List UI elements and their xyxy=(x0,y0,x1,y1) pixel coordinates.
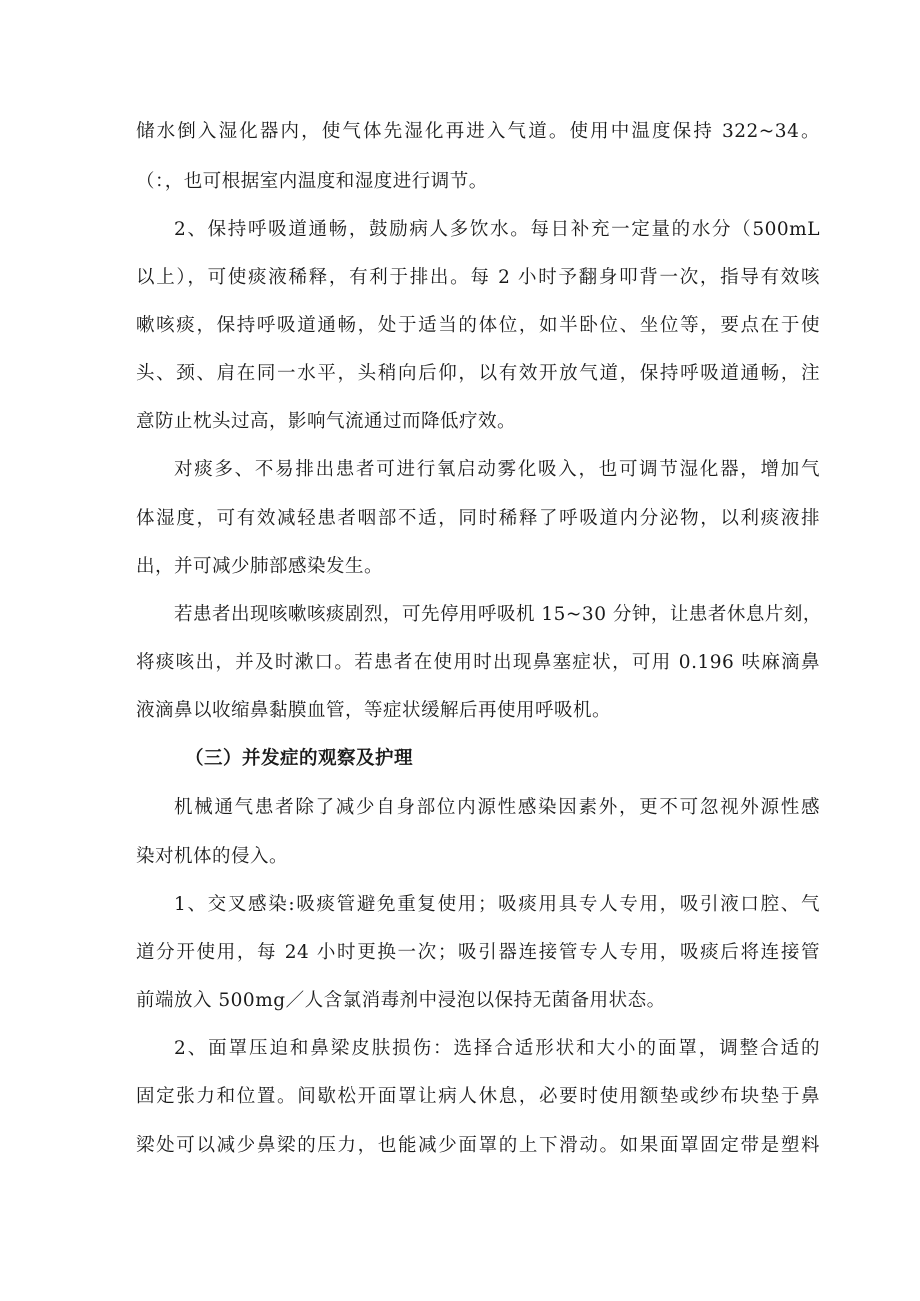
paragraph-2-line-3: 嗽咳痰，保持呼吸道通畅，处于适当的体位，如半卧位、坐位等，要点在于使 xyxy=(136,315,820,336)
paragraph-7-line-2: 固定张力和位置。间歇松开面罩让病人休息，必要时使用额垫或纱布块垫于鼻 xyxy=(136,1086,820,1107)
paragraph-6-line-1: 1、交叉感染:吸痰管避免重复使用；吸痰用具专人专用，吸引液口腔、气 xyxy=(174,894,820,915)
paragraph-3-line-1: 对痰多、不易排出患者可进行氧启动雾化吸入，也可调节湿化器，增加气 xyxy=(174,459,820,480)
paragraph-5-line-1: 机械通气患者除了减少自身部位内源性感染因素外，更不可忽视外源性感 xyxy=(174,797,820,818)
paragraph-2-line-1: 2、保持呼吸道通畅，鼓励病人多饮水。每日补充一定量的水分（500mL xyxy=(174,219,820,240)
paragraph-2-line-4: 头、颈、肩在同一水平，头稍向后仰，以有效开放气道，保持呼吸道通畅，注 xyxy=(136,363,820,384)
paragraph-4-line-2: 将痰咳出，并及时漱口。若患者在使用时出现鼻塞症状，可用 0.196 呋麻滴鼻 xyxy=(136,652,820,673)
paragraph-1-line-1: 储水倒入湿化器内，使气体先湿化再进入气道。使用中温度保持 322~34。 xyxy=(136,121,820,142)
paragraph-6-line-3: 前端放入 500mg／人含氯消毒剂中浸泡以保持无菌备用状态。 xyxy=(136,990,666,1011)
paragraph-3-line-3: 出，并可减少肺部感染发生。 xyxy=(136,556,384,577)
section-heading: （三）并发症的观察及护理 xyxy=(185,748,414,769)
paragraph-1-line-2: （：，也可根据室内温度和湿度进行调节。 xyxy=(136,171,488,192)
paragraph-4-line-1: 若患者出现咳嗽咳痰剧烈，可先停用呼吸机 15~30 分钟，让患者休息片刻， xyxy=(174,604,822,625)
paragraph-6-line-2: 道分开使用，每 24 小时更换一次；吸引器连接管专人专用，吸痰后将连接管 xyxy=(136,942,820,963)
paragraph-3-line-2: 体湿度，可有效减轻患者咽部不适，同时稀释了呼吸道内分泌物，以利痰液排 xyxy=(136,508,820,529)
paragraph-5-line-2: 染对机体的侵入。 xyxy=(136,846,289,867)
paragraph-7-line-1: 2、面罩压迫和鼻梁皮肤损伤：选择合适形状和大小的面罩，调整合适的 xyxy=(174,1038,820,1059)
paragraph-4-line-3: 液滴鼻以收缩鼻黏膜血管，等症状缓解后再使用呼吸机。 xyxy=(136,700,612,721)
paragraph-7-line-3: 梁处可以减少鼻梁的压力，也能减少面罩的上下滑动。如果面罩固定带是塑料 xyxy=(136,1135,820,1156)
paragraph-2-line-2: 以上），可使痰液稀释，有利于排出。每 2 小时予翻身叩背一次，指导有效咳 xyxy=(136,267,820,288)
paragraph-2-line-5: 意防止枕头过高，影响气流通过而降低疗效。 xyxy=(136,411,517,432)
